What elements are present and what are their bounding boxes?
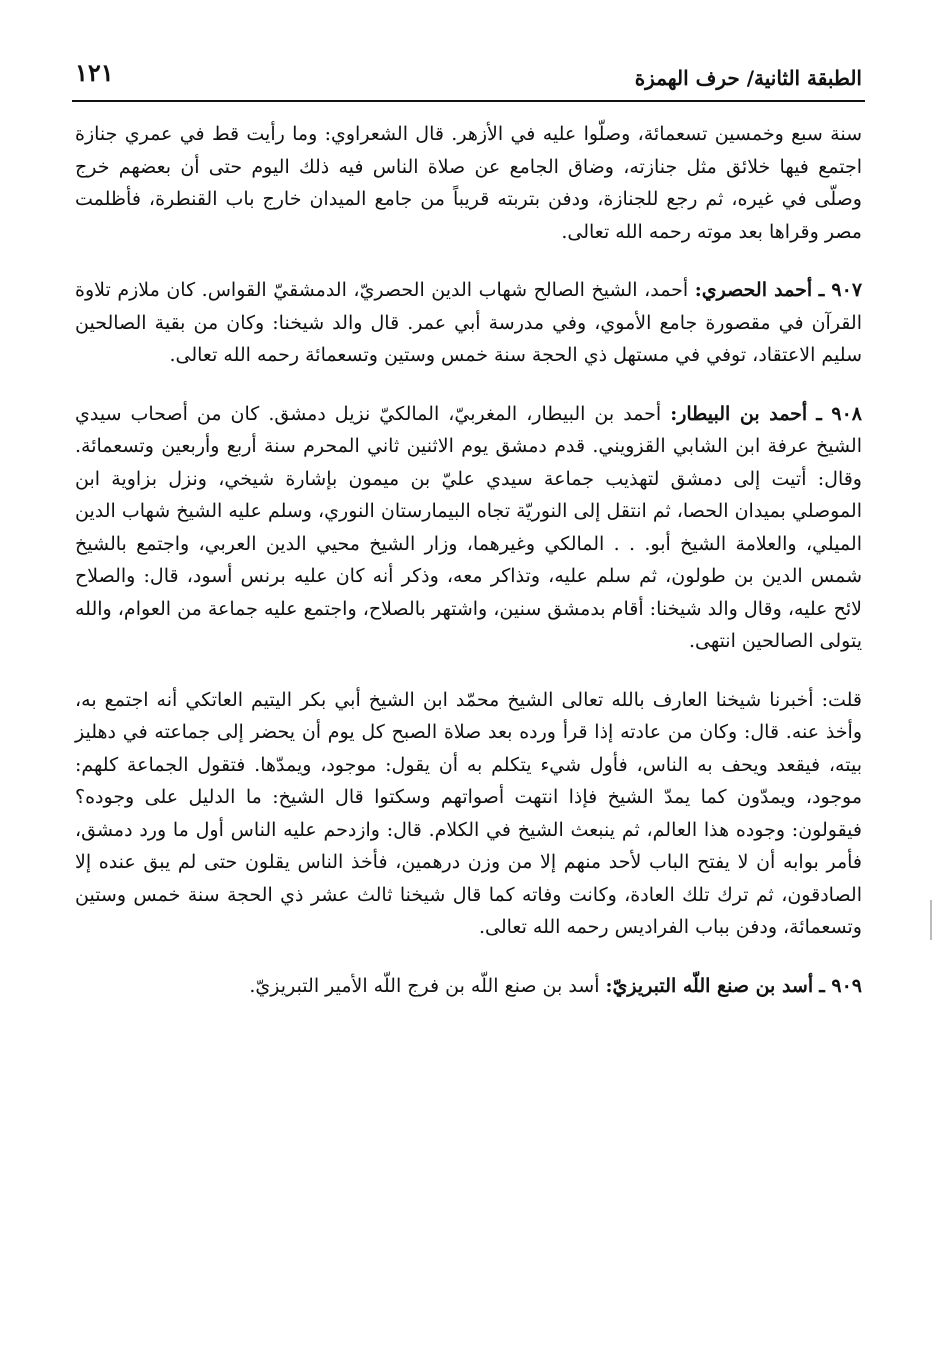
entry-name: أحمد الحصري: (694, 279, 813, 301)
entry-number: ٩٠٨ ـ (816, 402, 863, 425)
scan-margin-mark (930, 900, 932, 940)
entry-number: ٩٠٧ ـ (818, 279, 863, 301)
page-header (75, 56, 862, 96)
entry-number: ٩٠٩ ـ (819, 974, 862, 997)
page-body (75, 118, 862, 1028)
running-title: الطبقة الثانية/ حرف الهمزة (634, 66, 862, 90)
entry-text: أسد بن صنع اللّه بن فرج اللّه الأمير التبريزيّ. (249, 974, 600, 997)
entry-909 (75, 970, 862, 1003)
entry-text: أحمد، الشيخ الصالح شهاب الدين الحصريّ، الدمشقيّ القواس. كان ملازم تلاوة القرآن في مقصورة جامع الأموي، وفي مدرسة أبي عمر. قال والد شيخنا: وكان من بقية الصالحين سليم الاعتقاد، توفي في مستهل ذي الحجة سنة خمس وستين وتسعمائة رحمه الله تعالى. (75, 279, 862, 366)
entry-text: أحمد بن البيطار، المغربيّ، المالكيّ نزيل دمشق. كان من أصحاب سيدي الشيخ عرفة ابن الشابي القزويني. قدم دمشق يوم الاثنين ثاني المحرم سنة أربع وأربعين وتسعمائة. وقال: أتيت إلى دمشق لتهذيب جماعة سيدي عليّ بن ميمون بإشارة شيخي، ونزل بزاوية ابن الموصلي بميدان الحصا، ثم انتقل إلى النوريّة تجاه البيمارستان النوري، وسلم عليه الشيخ شهاب الدين الميلي، والعلامة الشيخ أبو. . . المالكي وغيرهما، وزار الشيخ محيي الدين العربي، واجتمع بالشيخ شمس الدين بن طولون، ثم سلم عليه، وتذاكر معه، وذكر أنه كان عليه برنس أسود، قال: والصلاح لائح عليه، وقال والد شيخنا: أقام بدمشق سنين، واشتهر بالصلاح، واجتمع عليه جماعة من العوام، والله يتولى الصالحين انتهى. (75, 402, 862, 652)
page-number: ١٢١ (75, 58, 114, 87)
qult-paragraph: قلت: أخبرنا شيخنا العارف بالله تعالى الشيخ محمّد ابن الشيخ أبي بكر اليتيم العاتكي أنه اجتمع به، وأخذ عنه. قال: وكان من عادته إذا قرأ ورده بعد صلاة الصبح كل يوم أن يحضر إلى جماعته في دهليز بيته، فيقعد ويحف به الناس، فأول شيء يتكلم به أن يقول: موجود، ويمدّها. فتقول الجماعة كلهم: موجود، ويمدّون كما يمدّ الشيخ فإذا انتهت أصواتهم وسكتوا قال الشيخ: ما الدليل على وجوده؟ فيقولون: وجوده هذا العالم، ثم ينبعث الشيخ في الكلام. قال: وازدحم عليه الناس أول ما ورد دمشق، فأمر بوابه أن لا يفتح الباب لأحد منهم إلا من وزن درهمين، فأخذ الناس يقلون حتى لم يبق عنده إلا الصادقون، ثم ترك تلك العادة، وكانت وفاته كما قال شيخنا ثالث عشر ذي الحجة سنة خمس وستين وتسعمائة، ودفن بباب الفراديس رحمه الله تعالى. (75, 688, 862, 938)
entry-name: أسد بن صنع اللّه التبريزيّ: (605, 974, 814, 997)
entry-908 (75, 398, 862, 658)
entry-name: أحمد بن البيطار: (670, 402, 808, 425)
header-divider (72, 100, 865, 102)
entry-907 (75, 274, 862, 372)
paragraph-continuation: سنة سبع وخمسين تسعمائة، وصلّوا عليه في الأزهر. قال الشعراوي: وما رأيت قط في عمري جنازة اجتمع فيها خلائق مثل جنازته، وضاق الجامع عن صلاة الناس فيه ذلك اليوم حتى أن بعضهم خرج وصلّى في غيره، ثم رجع للجنازة، ودفن بتربته قريباً من جامع الميدان خارج باب القنطرة، فأظلمت مصر وقراها بعد موته رحمه الله تعالى. (75, 123, 862, 243)
